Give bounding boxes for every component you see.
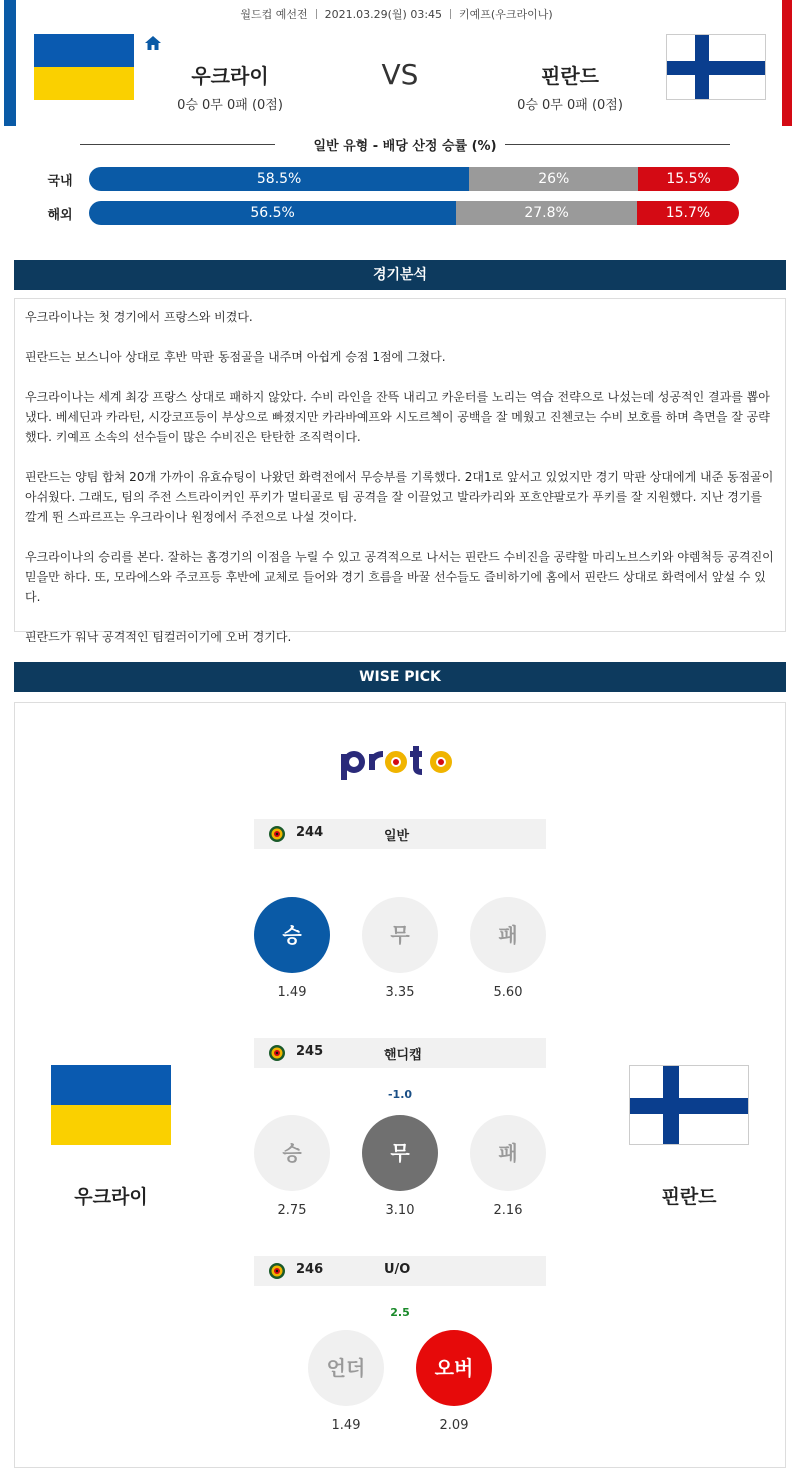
analysis-paragraph: 핀란드가 워낙 공격적인 팀컬러이기에 오버 경기다. [25, 630, 292, 644]
vs-label: VS [381, 58, 419, 91]
pick-lose-button[interactable]: 패 [470, 897, 546, 973]
odd-value: 2.75 [277, 1203, 307, 1218]
away-team-name: 핀란드 [661, 1186, 717, 1208]
total-line: 2.5 [390, 1306, 410, 1319]
pick-win-button[interactable]: 승 [254, 1115, 330, 1191]
odd-value: 2.09 [439, 1418, 469, 1433]
odd-value: 3.35 [385, 985, 415, 1000]
handicap-line: -1.0 [387, 1088, 413, 1101]
game-type: U/O [384, 1262, 411, 1277]
game-type: 핸디캡 [384, 1048, 422, 1063]
home-team-name: 우크라이 [74, 1186, 148, 1208]
ratio-bar [89, 167, 739, 191]
pick-draw-button[interactable]: 무 [362, 897, 438, 973]
home-team-record: 0승 0무 0패 (0점) [177, 98, 283, 113]
game-type: 일반 [384, 829, 410, 844]
pick-lose-button[interactable]: 패 [470, 1115, 546, 1191]
game-number: 244 [296, 825, 324, 840]
pick-over-button[interactable]: 오버 [416, 1330, 492, 1406]
target-icon [268, 1262, 286, 1280]
ratio-row-domestic [0, 167, 793, 191]
home-team-name: 우크라이 [191, 64, 269, 88]
pick-draw-button[interactable]: 무 [362, 1115, 438, 1191]
match-header [0, 0, 793, 130]
game-number: 246 [296, 1262, 324, 1277]
draw-segment: 26% [469, 167, 638, 191]
league-name: 월드컵 예선전 [240, 8, 308, 21]
draw-segment: 27.8% [456, 201, 637, 225]
game-number: 245 [296, 1044, 324, 1059]
analysis-paragraph: 핀란드는 보스니아 상대로 후반 막판 동점골을 내주며 아쉽게 승점 1점에 그쳤다. [25, 350, 446, 364]
lose-segment: 15.5% [638, 167, 739, 191]
odd-value: 1.49 [331, 1418, 361, 1433]
target-icon [268, 825, 286, 843]
pick-win-button[interactable]: 승 [254, 897, 330, 973]
match-meta [0, 6, 793, 22]
odd-value: 5.60 [493, 985, 523, 1000]
analysis-paragraph: 우크라이나는 세계 최강 프랑스 상대로 패하지 않았다. 수비 라인을 잔뜩 내리고 카운터를 노리는 역습 전략으로 나섰는데 성공적인 결과를 뽑아냈다. 베세딘과 카라틴, 시강코프등이 부상으로 빠졌지만 카라바예프와 시도르첵이 공백을 잘 메웠고 진첸코는 수비 보호를 하며 측면을 잘 공략했다. 키예프 소속의 선수들이 많은 수비진은 탄탄한 조직력이다. [25, 390, 770, 444]
away-team-record: 0승 0무 0패 (0점) [517, 98, 623, 113]
ratio-row-label: 해외 [47, 208, 73, 223]
analysis-body [14, 298, 786, 644]
analysis-paragraph: 우크라이나의 승리를 본다. 잘하는 홈경기의 이점을 누릴 수 있고 공격적으로 나서는 핀란드 수비진을 공략할 마리노브스키와 야렘척등 공격진이 믿을만 하다. 또, 모라에스와 주코프등 후반에 교체로 들어와 경기 흐름을 바꿀 선수들도 즐비하기에 홈에서 핀란드 상대로 화력에서 앞설 수 있다. [25, 550, 774, 604]
away-team-name: 핀란드 [541, 64, 599, 88]
odd-value: 3.10 [385, 1203, 415, 1218]
finland-flag [666, 34, 766, 100]
analysis-paragraph: 우크라이나는 첫 경기에서 프랑스와 비겼다. [25, 310, 253, 324]
win-segment: 56.5% [89, 201, 456, 225]
game-bar [254, 1256, 546, 1286]
odd-value: 1.49 [277, 985, 307, 1000]
game-bar [254, 1038, 546, 1068]
analysis-paragraph: 핀란드는 양팀 합쳐 20개 가까이 유효슈팅이 나왔던 화력전에서 무승부를 기록했다. 2대1로 앞서고 있었지만 경기 막판 상대에게 내준 동점골이 아쉬웠다. 그래도, 팀의 주전 스트라이커인 푸키가 멀티골로 팀 공격을 잘 이끌었고 발라카리와 포흐얀팔로가 푸키를 잘 지원했다. 지난 경기를 깔게 뛴 스파르프는 우크라이나 원정에서 주전으로 나설 것이다. [25, 470, 774, 524]
ukraine-flag [51, 1065, 171, 1145]
win-segment: 58.5% [89, 167, 469, 191]
game-bar [254, 819, 546, 849]
ratio-title: 일반 유형 - 배당 산정 승률 (%) [80, 135, 730, 155]
ratio-bar [89, 201, 739, 225]
finland-flag [629, 1065, 749, 1145]
wise-pick-header: WISE PICK [14, 662, 786, 692]
match-datetime: 2021.03.29(월) 03:45 [324, 8, 443, 21]
match-venue: 키예프(우크라이나) [459, 8, 553, 21]
home-icon [144, 34, 162, 52]
ukraine-flag [34, 34, 134, 100]
odd-value: 2.16 [493, 1203, 523, 1218]
ratio-row-overseas [0, 201, 793, 225]
proto-logo [336, 740, 464, 784]
pick-under-button[interactable]: 언더 [308, 1330, 384, 1406]
ratio-row-label: 국내 [47, 174, 73, 189]
lose-segment: 15.7% [637, 201, 739, 225]
analysis-header: 경기분석 [14, 260, 786, 290]
target-icon [268, 1044, 286, 1062]
